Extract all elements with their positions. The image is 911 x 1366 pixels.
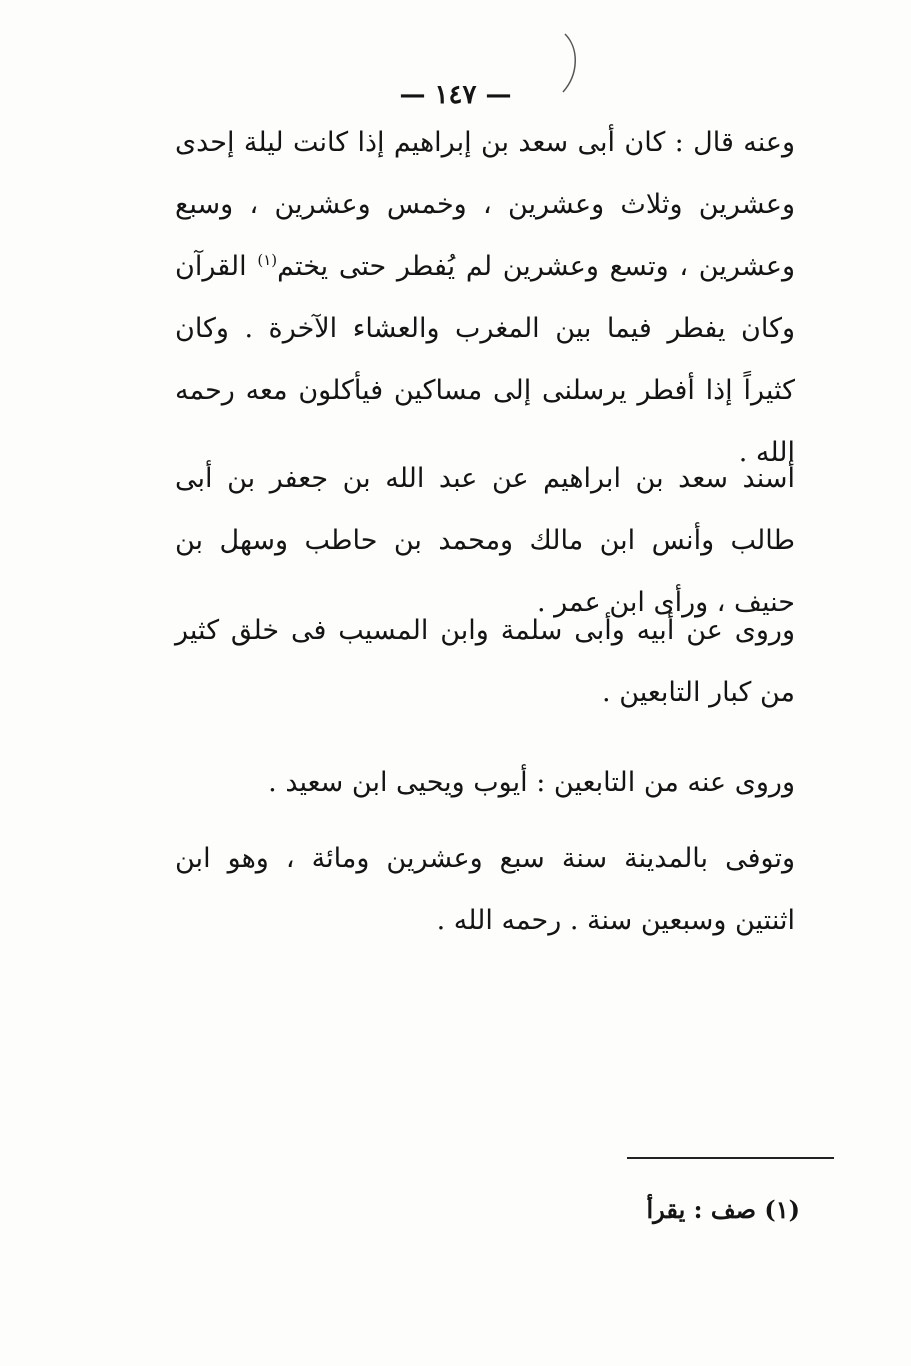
- paragraph-5-text: وتوفى بالمدينة سنة سبع وعشرين ومائة ، وهو ابن اثنتين وسبعين سنة . رحمه الله .: [175, 843, 795, 936]
- footnote-reference: (١): [257, 251, 278, 269]
- paragraph-5: [175, 828, 795, 952]
- paragraph-4: [175, 752, 795, 814]
- paragraph-1: [175, 112, 795, 484]
- footnote: (١) صف : يقرأ: [646, 1195, 800, 1224]
- paragraph-2-text: أسند سعد بن ابراهيم عن عبد الله بن جعفر بن أبى طالب وأنس ابن مالك ومحمد بن حاطب وسهل بن حنيف ، ورأى ابن عمر .: [175, 463, 795, 618]
- paragraph-1-text-after: القرآن وكان يفطر فيما بين المغرب والعشاء الآخرة . وكان كثيراً إذا أفطر يرسلنى إلى مساكين فيأكلون معه رحمه الله .: [175, 251, 795, 468]
- paragraph-3-text: وروى عن أبيه وأبى سلمة وابن المسيب فى خلق كثير من كبار التابعين .: [175, 615, 795, 708]
- paragraph-1-text-before: وعنه قال : كان أبى سعد بن إبراهيم إذا كانت ليلة إحدى وعشرين وثلاث وعشرين ، وخمس وعشرين ، وسبع وعشرين ، وتسع وعشرين لم يُفطر حتى يختم: [175, 127, 795, 282]
- paragraph-3: [175, 600, 795, 724]
- paragraph-4-text: وروى عنه من التابعين : أيوب ويحيى ابن سعيد .: [268, 767, 795, 798]
- footnote-divider: [627, 1157, 834, 1159]
- page-number: — ١٤٧ —: [399, 80, 512, 110]
